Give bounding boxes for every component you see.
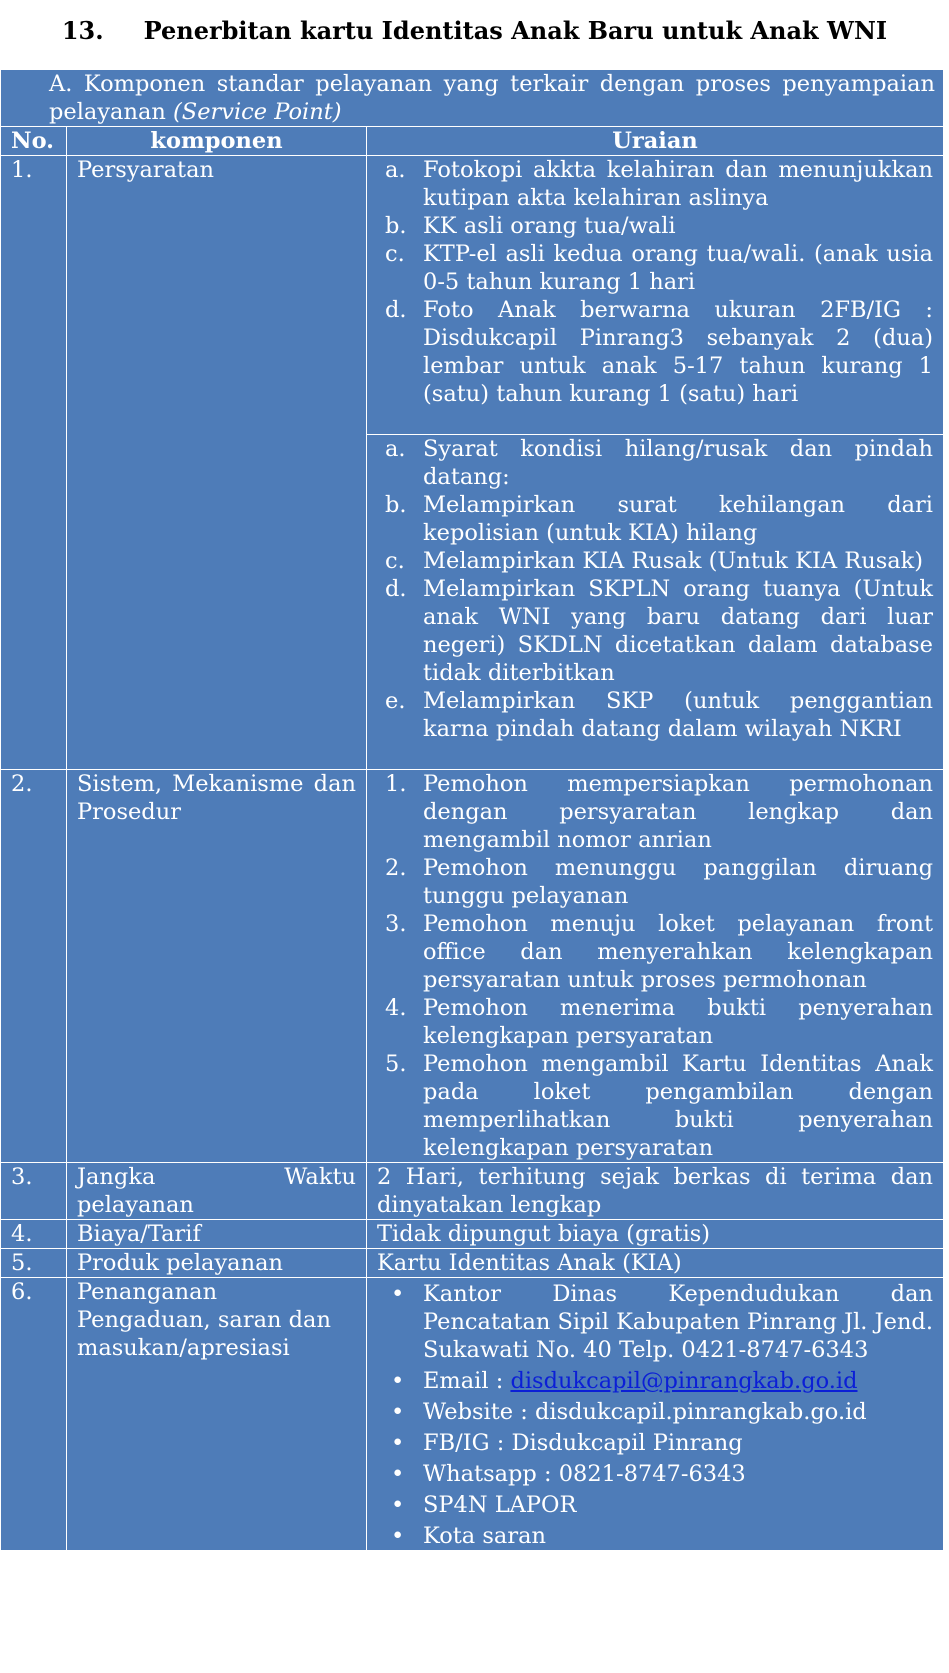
list-item [385, 1429, 933, 1457]
bullet: • [391, 1368, 405, 1394]
row-number: 1. [1, 156, 67, 770]
row-number: 6. [1, 1278, 67, 1551]
row-komponen: Sistem, Mekanisme dan Prosedur [67, 770, 367, 1163]
list-item: a. Fotokopi akkta kelahiran dan menunjukkan kutipan akta kelahiran aslinya [385, 157, 933, 211]
list-item [385, 1367, 933, 1395]
bullet: • [391, 1430, 405, 1456]
bullet: • [391, 1281, 405, 1307]
social-media-text: FB/IG : Disdukcapil Pinrang [423, 1430, 743, 1456]
requirements-list [367, 156, 944, 435]
row-komponen: Persyaratan [67, 156, 367, 770]
list-item: b. KK asli orang tua/wali [385, 213, 676, 239]
row-number: 2. [1, 770, 67, 1163]
list-item [385, 1522, 933, 1550]
intro-cell [1, 70, 944, 127]
header-row [1, 127, 944, 156]
list-item: c. KTP-el asli kedua orang tua/wali. (anak usia 0-5 tahun kurang 1 hari [385, 241, 933, 295]
service-standard-table [0, 69, 944, 1551]
suggestion-box-text: Kota saran [423, 1523, 546, 1549]
bullet: • [391, 1399, 405, 1425]
row-komponen: Produk pelayanan [67, 1249, 367, 1278]
office-address: Kantor Dinas Kependudukan dan Pencatatan Sipil Kabupaten Pinrang Jl. Jend. Sukawati No. 40 Telp. 0421-8747-6343 [423, 1281, 933, 1363]
lost-damaged-requirements-list [367, 435, 944, 770]
row-uraian: Kartu Identitas Anak (KIA) [367, 1249, 944, 1278]
table-row [1, 1249, 944, 1278]
list-item [385, 1280, 933, 1364]
list-item: 1. Pemohon mempersiapkan permohonan dengan persyaratan lengkap dan mengambil nomor anrian [385, 771, 933, 853]
website-text: Website : disdukcapil.pinrangkab.go.id [423, 1399, 867, 1425]
section-title: Penerbitan kartu Identitas Anak Baru untuk Anak WNI [143, 16, 888, 45]
header-uraian: Uraian [367, 127, 944, 156]
list-item: a. Syarat kondisi hilang/rusak dan pindah datang: [385, 436, 933, 490]
list-item: 3. Pemohon menuju loket pelayanan front office dan menyerahkan kelengkapan persyaratan untuk proses permohonan [385, 911, 933, 993]
bullet: • [391, 1492, 405, 1518]
table-row [1, 1220, 944, 1249]
row-komponen: Penanganan Pengaduan, saran dan masukan/apresiasi [67, 1278, 367, 1551]
bullet: • [391, 1461, 405, 1487]
intro-row [1, 70, 944, 127]
list-item [385, 1491, 933, 1519]
email-label: Email : [423, 1368, 511, 1394]
row-number: 3. [1, 1163, 67, 1220]
list-item: c. Melampirkan KIA Rusak (Untuk KIA Rusak) [385, 548, 924, 574]
row-komponen: Biaya/Tarif [67, 1220, 367, 1249]
table-row [1, 1278, 944, 1551]
list-item: d. Melampirkan SKPLN orang tuanya (Untuk anak WNI yang baru datang dari luar negeri) SKDLN dicetatkan dalam database tidak diterbitkan [385, 576, 933, 686]
list-item: d. Foto Anak berwarna ukuran 2FB/IG : Disdukcapil Pinrang3 sebanyak 2 (dua) lembar untuk anak 5-17 tahun kurang 1 (satu) tahun kurang 1 (satu) hari [385, 297, 933, 407]
sp4n-text: SP4N LAPOR [423, 1492, 577, 1518]
list-item: 2. Pemohon menunggu panggilan diruang tunggu pelayanan [385, 855, 933, 909]
row-number: 4. [1, 1220, 67, 1249]
service-point-label: (Service Point) [173, 99, 342, 125]
bullet: • [391, 1523, 405, 1549]
list-item [385, 1398, 933, 1426]
section-number: 13. [61, 16, 104, 45]
list-item: 4. Pemohon menerima bukti penyerahan kelengkapan persyaratan [385, 995, 933, 1049]
whatsapp-text: Whatsapp : 0821-8747-6343 [423, 1461, 746, 1487]
row-komponen: Jangka Waktu pelayanan [67, 1163, 367, 1220]
table-row [1, 156, 944, 435]
header-komponen: komponen [67, 127, 367, 156]
complaint-channels-list [367, 1278, 944, 1551]
list-item: b. Melampirkan surat kehilangan dari kepolisian (untuk KIA) hilang [385, 492, 933, 546]
row-number: 5. [1, 1249, 67, 1278]
list-item: e. Melampirkan SKP (untuk penggantian karna pindah datang dalam wilayah NKRI [385, 688, 933, 742]
intro-text: A. Komponen standar pelayanan yang terkair dengan proses penyampaian pelayanan [49, 71, 935, 125]
list-item: 5. Pemohon mengambil Kartu Identitas Anak pada loket pengambilan dengan memperlihatkan bukti penyerahan kelengkapan persyaratan [385, 1051, 933, 1161]
row-uraian: 2 Hari, terhitung sejak berkas di terima dan dinyatakan lengkap [367, 1163, 944, 1220]
row-uraian: Tidak dipungut biaya (gratis) [367, 1220, 944, 1249]
document-title [0, 14, 949, 48]
header-no: No. [1, 127, 67, 156]
email-link[interactable]: disdukcapil@pinrangkab.go.id [510, 1368, 858, 1394]
list-item [385, 1460, 933, 1488]
table-row [1, 1163, 944, 1220]
table-row [1, 770, 944, 1163]
procedure-list [367, 770, 944, 1163]
